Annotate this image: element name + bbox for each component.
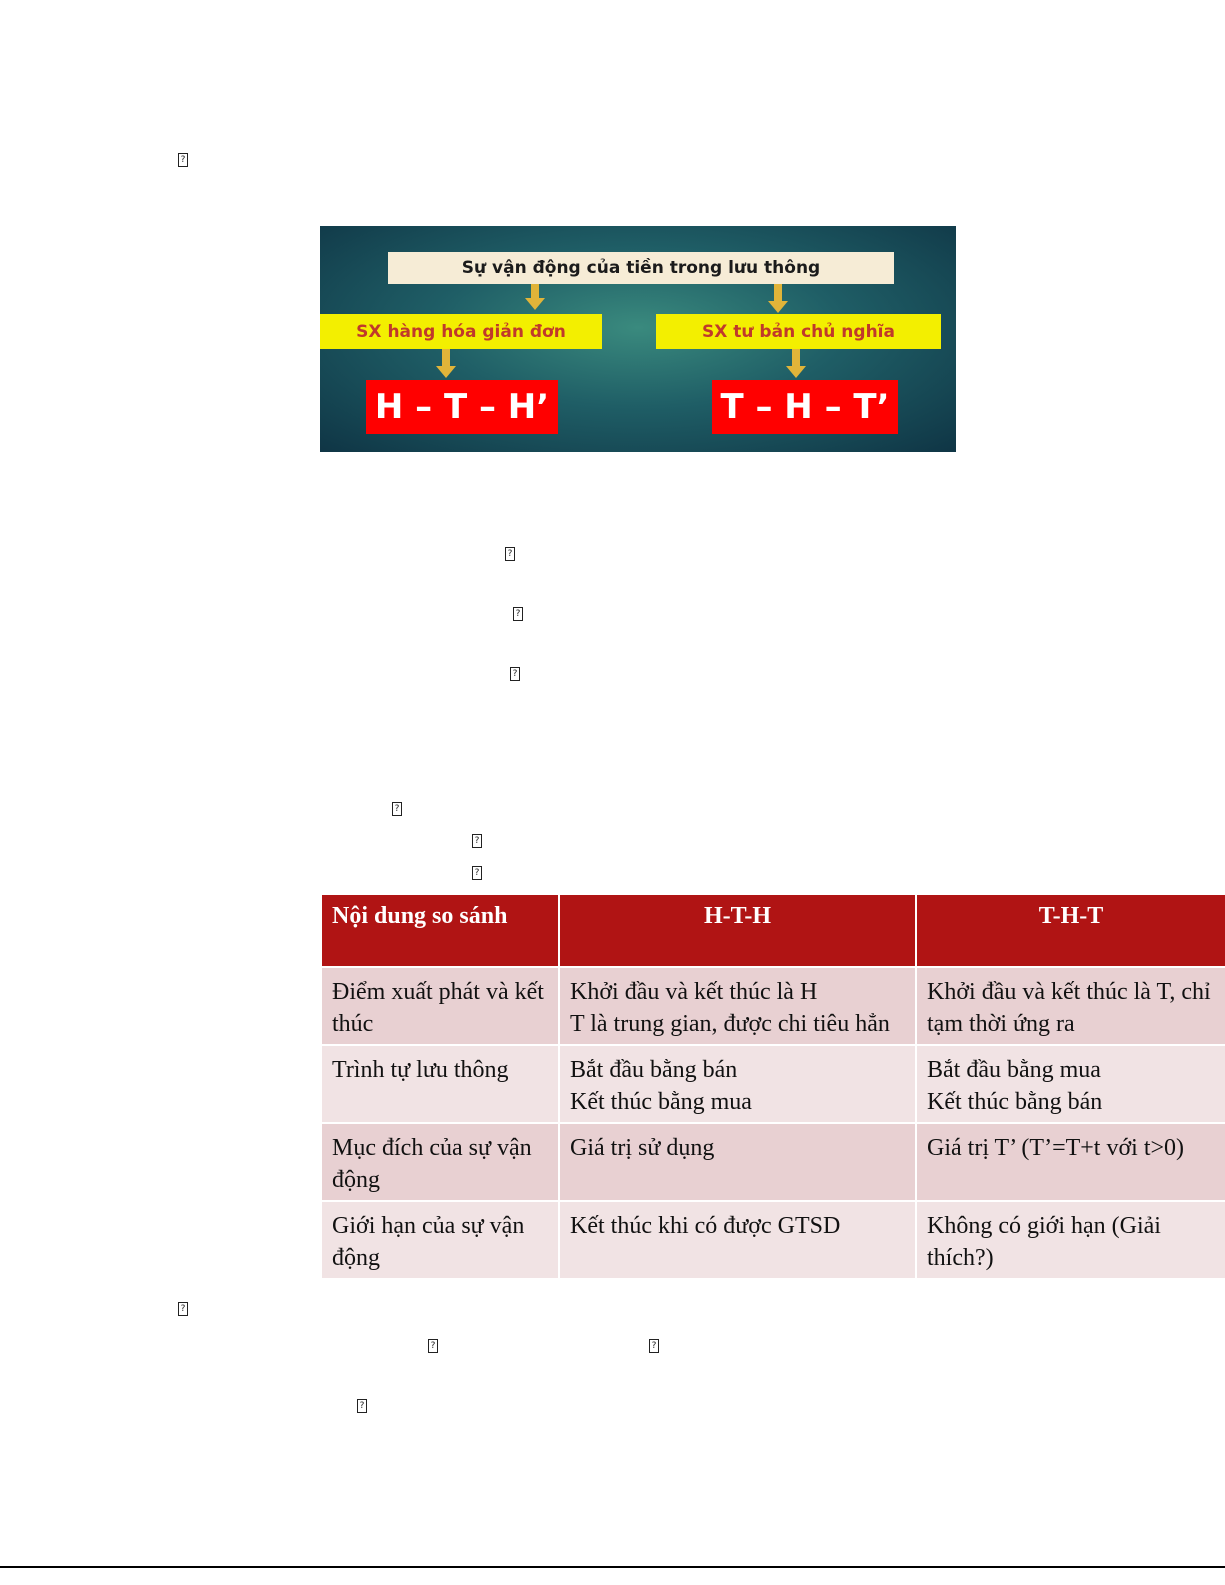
tht-cell xyxy=(916,1201,1225,1279)
missing-glyph-icon: ? xyxy=(178,1302,188,1316)
simple-commodity-production-label: SX hàng hóa giản đơn xyxy=(320,314,602,349)
missing-glyph-icon: ? xyxy=(472,866,482,880)
cell-line: Giá trị sử dụng xyxy=(570,1135,715,1161)
table-row xyxy=(321,1123,1225,1201)
tht-cell xyxy=(916,967,1225,1045)
comparison-table xyxy=(320,893,1225,1280)
hth-cell xyxy=(559,1045,916,1123)
cell-line: Bắt đầu bằng bán xyxy=(570,1057,738,1083)
cell-line: Không có giới hạn (Giải thích?) xyxy=(927,1213,1161,1271)
missing-glyph-icon: ? xyxy=(510,667,520,681)
table-header-row xyxy=(321,894,1225,967)
missing-glyph-icon: ? xyxy=(178,153,188,167)
cell-line: Kết thúc bằng mua xyxy=(570,1089,752,1115)
cell-line: Khởi đầu và kết thúc là T, chỉ tạm thời ứng ra xyxy=(927,979,1211,1037)
criterion-cell: Mục đích của sự vận động xyxy=(321,1123,559,1201)
table-row xyxy=(321,967,1225,1045)
cell-line: Giá trị T’ (T’=T+t với t>0) xyxy=(927,1135,1185,1161)
table-row xyxy=(321,1045,1225,1123)
header-criterion: Nội dung so sánh xyxy=(321,894,559,967)
criterion-cell: Trình tự lưu thông xyxy=(321,1045,559,1123)
cell-line: Kết thúc bằng bán xyxy=(927,1089,1103,1115)
hth-cell xyxy=(559,1201,916,1279)
money-circulation-diagram xyxy=(320,226,956,452)
formula-t-h-t: T – H – T’ xyxy=(712,380,898,434)
missing-glyph-icon: ? xyxy=(505,547,515,561)
criterion-cell: Giới hạn của sự vận động xyxy=(321,1201,559,1279)
cell-line: Khởi đầu và kết thúc là H xyxy=(570,979,818,1005)
cell-line: Bắt đầu bằng mua xyxy=(927,1057,1101,1083)
missing-glyph-icon: ? xyxy=(513,607,523,621)
criterion-cell: Điểm xuất phát và kết thúc xyxy=(321,967,559,1045)
tht-cell xyxy=(916,1045,1225,1123)
page-bottom-rule xyxy=(0,1566,1225,1568)
missing-glyph-icon: ? xyxy=(649,1339,659,1353)
hth-cell xyxy=(559,967,916,1045)
missing-glyph-icon: ? xyxy=(392,802,402,816)
tht-cell xyxy=(916,1123,1225,1201)
diagram-title-box: Sự vận động của tiền trong lưu thông xyxy=(388,252,894,284)
hth-cell xyxy=(559,1123,916,1201)
header-tht: T-H-T xyxy=(916,894,1225,967)
header-hth: H-T-H xyxy=(559,894,916,967)
table-row xyxy=(321,1201,1225,1279)
capitalist-production-label: SX tư bản chủ nghĩa xyxy=(656,314,941,349)
missing-glyph-icon: ? xyxy=(357,1399,367,1413)
missing-glyph-icon: ? xyxy=(428,1339,438,1353)
formula-h-t-h: H – T – H’ xyxy=(366,380,558,434)
missing-glyph-icon: ? xyxy=(472,834,482,848)
cell-line: Kết thúc khi có được GTSD xyxy=(570,1213,841,1239)
cell-line: T là trung gian, được chi tiêu hẳn xyxy=(570,1011,890,1037)
